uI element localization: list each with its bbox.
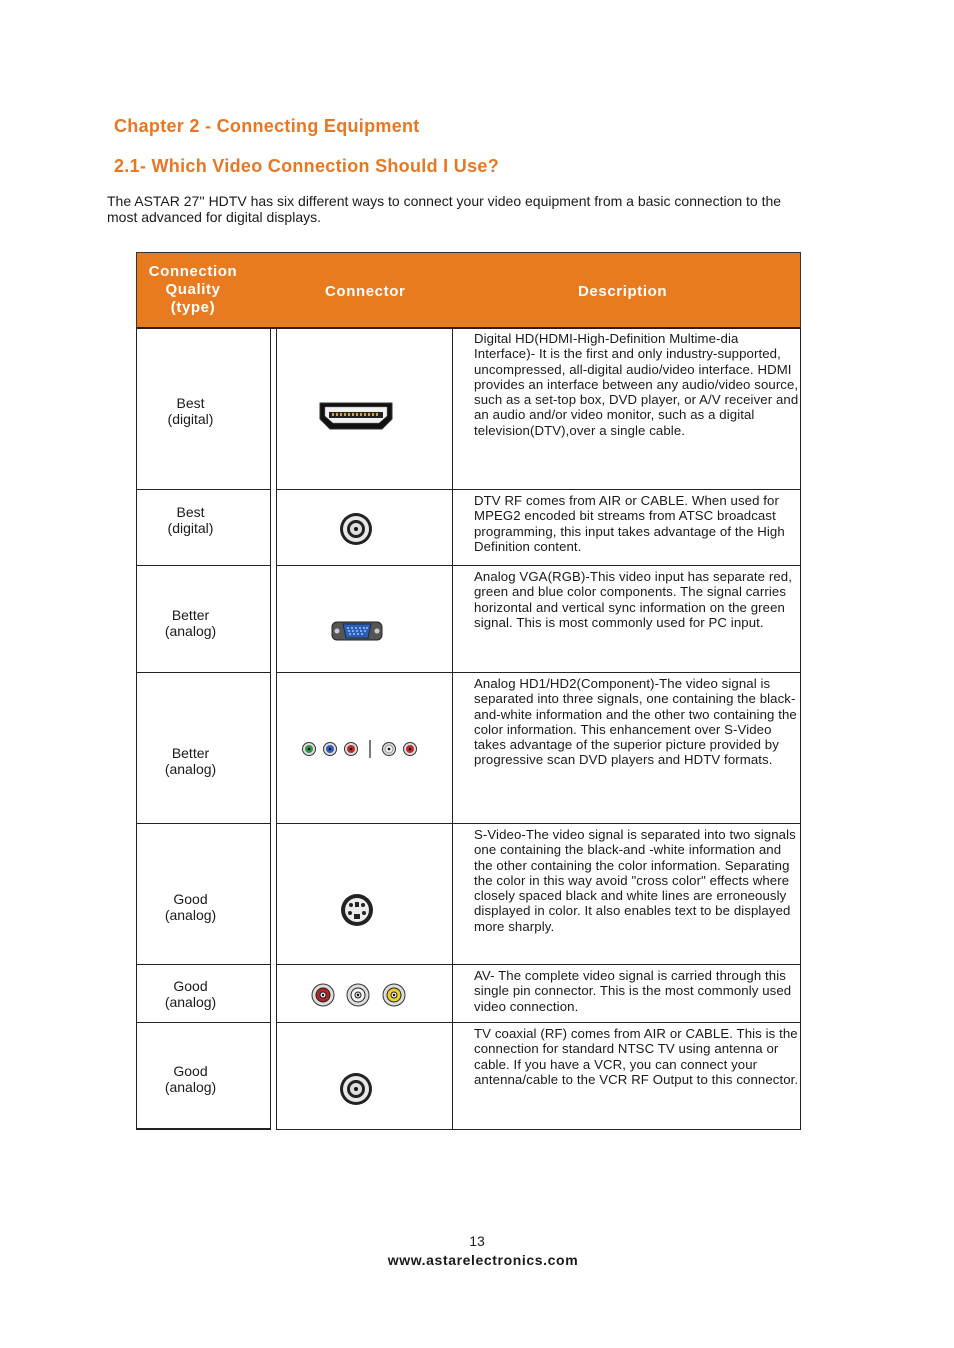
description-cell bbox=[452, 328, 801, 490]
description-cell bbox=[452, 965, 801, 1023]
intro-paragraph: The ASTAR 27'' HDTV has six different ways to connect your video equipment from a basic connection to the most advanced for digital displays. bbox=[107, 193, 782, 225]
connector-cell bbox=[276, 566, 453, 673]
quality-level: Best bbox=[176, 395, 205, 411]
quality-text bbox=[137, 504, 244, 536]
quality-level: Best bbox=[176, 504, 205, 520]
quality-text bbox=[137, 607, 244, 639]
av-rca-connectors-icon bbox=[311, 982, 407, 1008]
quality-text bbox=[137, 395, 244, 427]
table-row bbox=[136, 566, 801, 673]
quality-cell bbox=[136, 824, 271, 965]
page-number: 13 bbox=[469, 1233, 485, 1249]
table-header bbox=[136, 252, 801, 329]
quality-type: (analog) bbox=[164, 761, 217, 777]
quality-cell bbox=[136, 1023, 271, 1130]
connector-cell bbox=[276, 824, 453, 965]
table-row bbox=[136, 824, 801, 965]
quality-level: Good bbox=[173, 978, 208, 994]
quality-level: Good bbox=[173, 1063, 208, 1079]
s-video-connector-icon bbox=[340, 893, 374, 927]
header-connector: Connector bbox=[325, 283, 406, 300]
component-connectors-icon bbox=[301, 739, 417, 759]
description-cell bbox=[452, 1023, 801, 1130]
rf-coax-connector-icon bbox=[339, 512, 373, 546]
vga-connector-icon bbox=[331, 620, 383, 642]
description-text: Analog HD1/HD2(Component)-The video signal is separated into three signals, one containing the black-and-white information and the other two containing the color information. This enhancement over S-Video takes advantage of the superior picture provided by progressive scan DVD players and HDTV formats. bbox=[474, 676, 797, 768]
quality-type: (analog) bbox=[164, 907, 217, 923]
header-quality-line3: (type) bbox=[170, 299, 216, 316]
header-quality bbox=[143, 263, 243, 317]
description-text: Digital HD(HDMI-High-Definition Multime-dia Interface)- It is the first and only industry-supported, uncompressed, all-digital audio/video interface. HDMI provides an interface between any audio/video source, such as a set-top box, DVD player, or A/V receiver and an audio and/or video monitor, such as a digital television(DTV),over a single cable. bbox=[474, 331, 799, 438]
connector-cell bbox=[276, 328, 453, 490]
quality-cell bbox=[136, 490, 271, 566]
chapter-title: Chapter 2 - Connecting Equipment bbox=[114, 116, 420, 136]
description-text: AV- The complete video signal is carried through this single pin connector. This is the most commonly used video connection. bbox=[474, 968, 792, 1014]
quality-cell bbox=[136, 965, 271, 1023]
quality-type: (analog) bbox=[164, 994, 217, 1010]
quality-type: (digital) bbox=[167, 520, 214, 536]
quality-type: (analog) bbox=[164, 1079, 217, 1095]
description-text: S-Video-The video signal is separated into two signals one containing the black-and -white information and the other containing the color information. Separating the color in this way avoid "cross color" effects where closely spaced black and white lines are erroneously displayed in color. It also enables text to be displayed more sharply. bbox=[474, 827, 796, 934]
quality-level: Good bbox=[173, 891, 208, 907]
description-cell bbox=[452, 824, 801, 965]
quality-level: Better bbox=[171, 607, 210, 623]
connector-cell bbox=[276, 673, 453, 824]
table-row bbox=[136, 1023, 801, 1130]
quality-text bbox=[137, 891, 244, 923]
description-text: Analog VGA(RGB)-This video input has separate red, green and blue color components. The signal carries horizontal and vertical sync information on the green signal. This is most commonly used for PC input. bbox=[474, 569, 792, 630]
tv-coax-connector-icon bbox=[339, 1072, 373, 1106]
header-quality-line1: Connection bbox=[148, 263, 238, 280]
header-description: Description bbox=[578, 283, 668, 300]
quality-cell bbox=[136, 673, 271, 824]
quality-text bbox=[137, 1063, 244, 1095]
quality-type: (digital) bbox=[167, 411, 214, 427]
connector-cell bbox=[276, 490, 453, 566]
header-quality-line2: Quality bbox=[165, 281, 221, 298]
quality-text bbox=[137, 745, 244, 777]
table-row bbox=[136, 328, 801, 490]
description-cell bbox=[452, 673, 801, 824]
section-title: 2.1- Which Video Connection Should I Use? bbox=[114, 156, 499, 176]
quality-level: Better bbox=[171, 745, 210, 761]
description-cell bbox=[452, 566, 801, 673]
table-row bbox=[136, 490, 801, 566]
connector-cell bbox=[276, 965, 453, 1023]
table-row bbox=[136, 965, 801, 1023]
hdmi-connector-icon bbox=[319, 402, 393, 430]
quality-type: (analog) bbox=[164, 623, 217, 639]
website-link[interactable]: www.astarelectronics.com bbox=[387, 1252, 579, 1268]
table-row bbox=[136, 673, 801, 824]
description-cell bbox=[452, 490, 801, 566]
quality-cell bbox=[136, 566, 271, 673]
description-text: DTV RF comes from AIR or CABLE. When used for MPEG2 encoded bit streams from ATSC broadcast programming, this input takes advantage of the High Definition content. bbox=[474, 493, 785, 554]
quality-cell bbox=[136, 328, 271, 490]
quality-text bbox=[137, 978, 244, 1010]
connector-cell bbox=[276, 1023, 453, 1130]
description-text: TV coaxial (RF) comes from AIR or CABLE. This is the connection for standard NTSC TV using antenna or cable. If you have a VCR, you can connect your antenna/cable to the VCR RF Output to this connector. bbox=[474, 1026, 799, 1087]
